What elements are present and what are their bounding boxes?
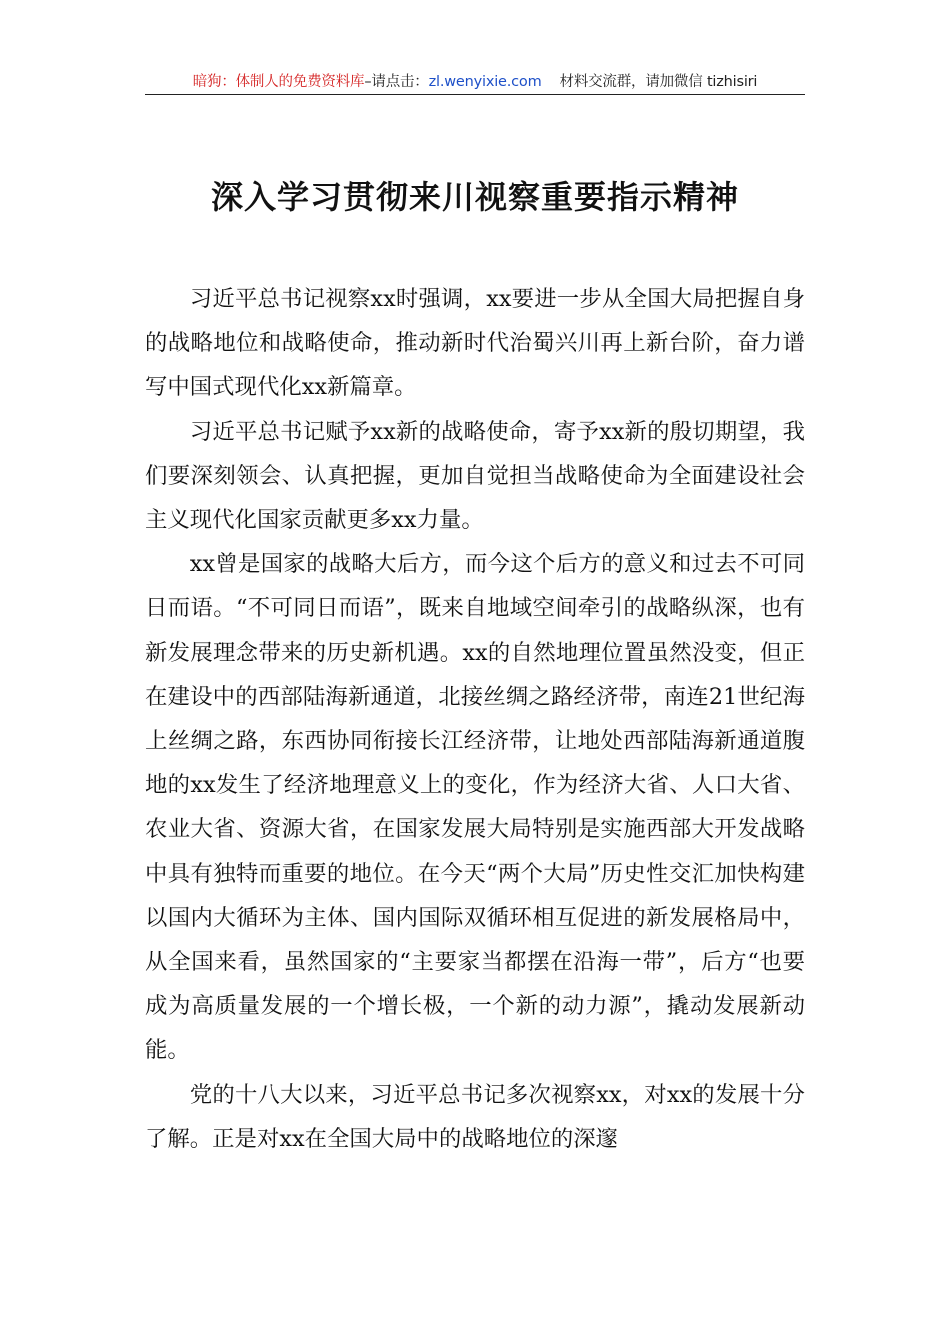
document-body [145,277,805,1161]
header-url-link[interactable]: zl.wenyixie.com [428,74,542,90]
page-header [145,70,805,95]
paragraph-4: 党的十八大以来，习近平总书记多次视察xx，对xx的发展十分了解。正是对xx在全国大局中的战略地位的深邃 [145,1081,805,1152]
paragraph-2: 习近平总书记赋予xx新的战略使命，寄予xx新的殷切期望，我们要深刻领会、认真把握，更加自觉担当战略使命为全面建设社会主义现代化国家贡献更多xx力量。 [145,418,805,534]
header-cta: –请点击： [364,74,429,90]
paragraph-1: 习近平总书记视察xx时强调，xx要进一步从全国大局把握自身的战略地位和战略使命，推动新时代治蜀兴川再上新台阶，奋力谱写中国式现代化xx新篇章。 [145,286,805,401]
document-title: 深入学习贯彻来川视察重要指示精神 [210,178,739,216]
paragraph-3: xx曾是国家的战略大后方，而今这个后方的意义和过去不可同日而语。“不可同日而语”，既来自地域空间牵引的战略纵深，也有新发展理念带来的历史新机遇。xx的自然地理位置虽然没变，但正在建设中的西部陆海新通道，北接丝绸之路经济带，南连21世纪海上丝绸之路，东西协同衔接长江经济带，让地处西部陆海新通道腹地的xx发生了经济地理意义上的变化，作为经济大省、人口大省、农业大省、资源大省，在国家发展大局特别是实施西部大开发战略中具有独特而重要的地位。在今天“两个大局”历史性交汇加快构建以国内大循环为主体、国内国际双循环相互促进的新发展格局中，从全国来看，虽然国家的“主要家当都摆在沿海一带”，后方“也要成为高质量发展的一个增长极，一个新的动力源”，撬动发展新动能。 [145,551,805,1064]
header-brand: 暗狗：体制人的免费资料库 [192,74,365,90]
header-contact: 材料交流群，请加微信 tizhisiri [559,74,758,90]
